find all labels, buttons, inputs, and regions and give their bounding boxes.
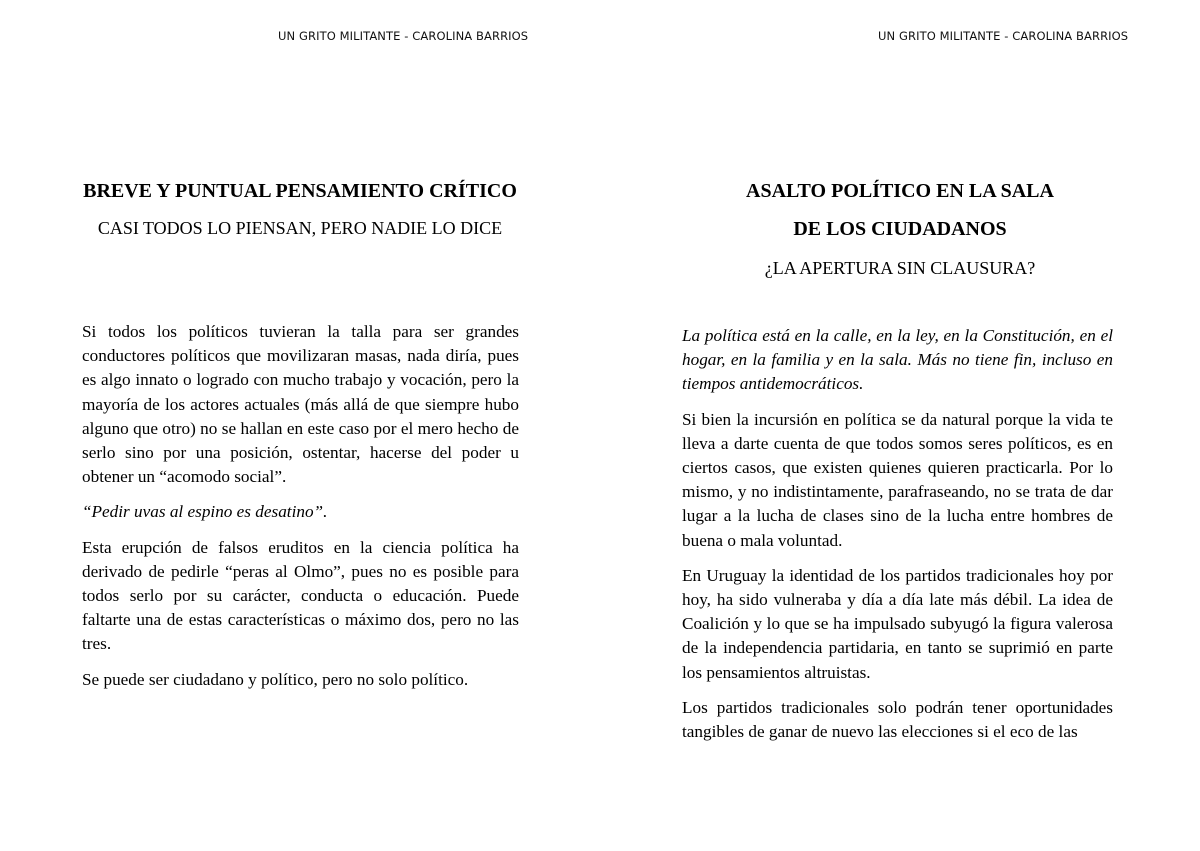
paragraph: Se puede ser ciudadano y político, pero no solo político. xyxy=(82,669,469,689)
chapter-subtitle: ¿LA APERTURA SIN CLAUSURA? xyxy=(764,258,1036,278)
body-text xyxy=(82,320,519,703)
paragraph: Si bien la incursión en política se da natural porque la vida te lleva a darte cuenta de que todos somos seres políticos, es en ciertos casos, que existen quienes quieren practicarla. Por lo mismo, y no indistintamente, parafraseando, no se trata de dar lugar a la lucha de clases sino de la lucha entre hombres de buena o mala voluntad. xyxy=(682,409,1113,550)
paragraph: Los partidos tradicionales solo podrán tener oportunidades tangibles de ganar de nuevo las elecciones si el eco de las xyxy=(682,697,1113,742)
paragraph: Esta erupción de falsos eruditos en la ciencia política ha derivado de pedirle “peras al Olmo”, pues no es posible para todos serlo por su carácter, conducta o educación. Puede faltarte una de estas características o máximo dos, pero no las tres. xyxy=(82,537,519,654)
chapter-title-line-2: DE LOS CIUDADANOS xyxy=(793,218,1007,240)
chapter-subtitle: CASI TODOS LO PIENSAN, PERO NADIE LO DICE xyxy=(97,218,503,238)
body-text xyxy=(682,324,1113,755)
chapter-title-line-1: ASALTO POLÍTICO EN LA SALA xyxy=(746,180,1054,202)
right-page xyxy=(600,0,1200,851)
epigraph-paragraph: La política está en la calle, en la ley, en la Constitución, en el hogar, en la familia y en la sala. Más no tiene fin, incluso en tiempos antidemocráticos. xyxy=(682,326,1113,394)
chapter-title: BREVE Y PUNTUAL PENSAMIENTO CRÍTICO xyxy=(83,180,517,202)
quote-paragraph: “Pedir uvas al espino es desatino”. xyxy=(82,502,328,522)
paragraph: En Uruguay la identidad de los partidos tradicionales hoy por hoy, ha sido vulneraba y día a día late más débil. La idea de Coalición y lo que se ha impulsado subyugó la figura valerosa de la independencia partidaria, en tanto se suprimió en parte los pensamientos altruistas. xyxy=(682,565,1113,682)
running-header: UN GRITO MILITANTE - CAROLINA BARRIOS xyxy=(878,29,1129,43)
paragraph: Si todos los políticos tuvieran la talla para ser grandes conductores políticos que movilizaran masas, nada diría, pues es algo innato o logrado con mucho trabajo y vocación, pero la mayoría de los actores actuales (más allá de que siempre hubo alguno que otro) no se hallan en este caso por el mero hecho de serlo sino por una posición, ostentar, hacerse del poder u obtener un “acomodo social”. xyxy=(82,322,519,487)
running-header: UN GRITO MILITANTE - CAROLINA BARRIOS xyxy=(278,29,529,43)
